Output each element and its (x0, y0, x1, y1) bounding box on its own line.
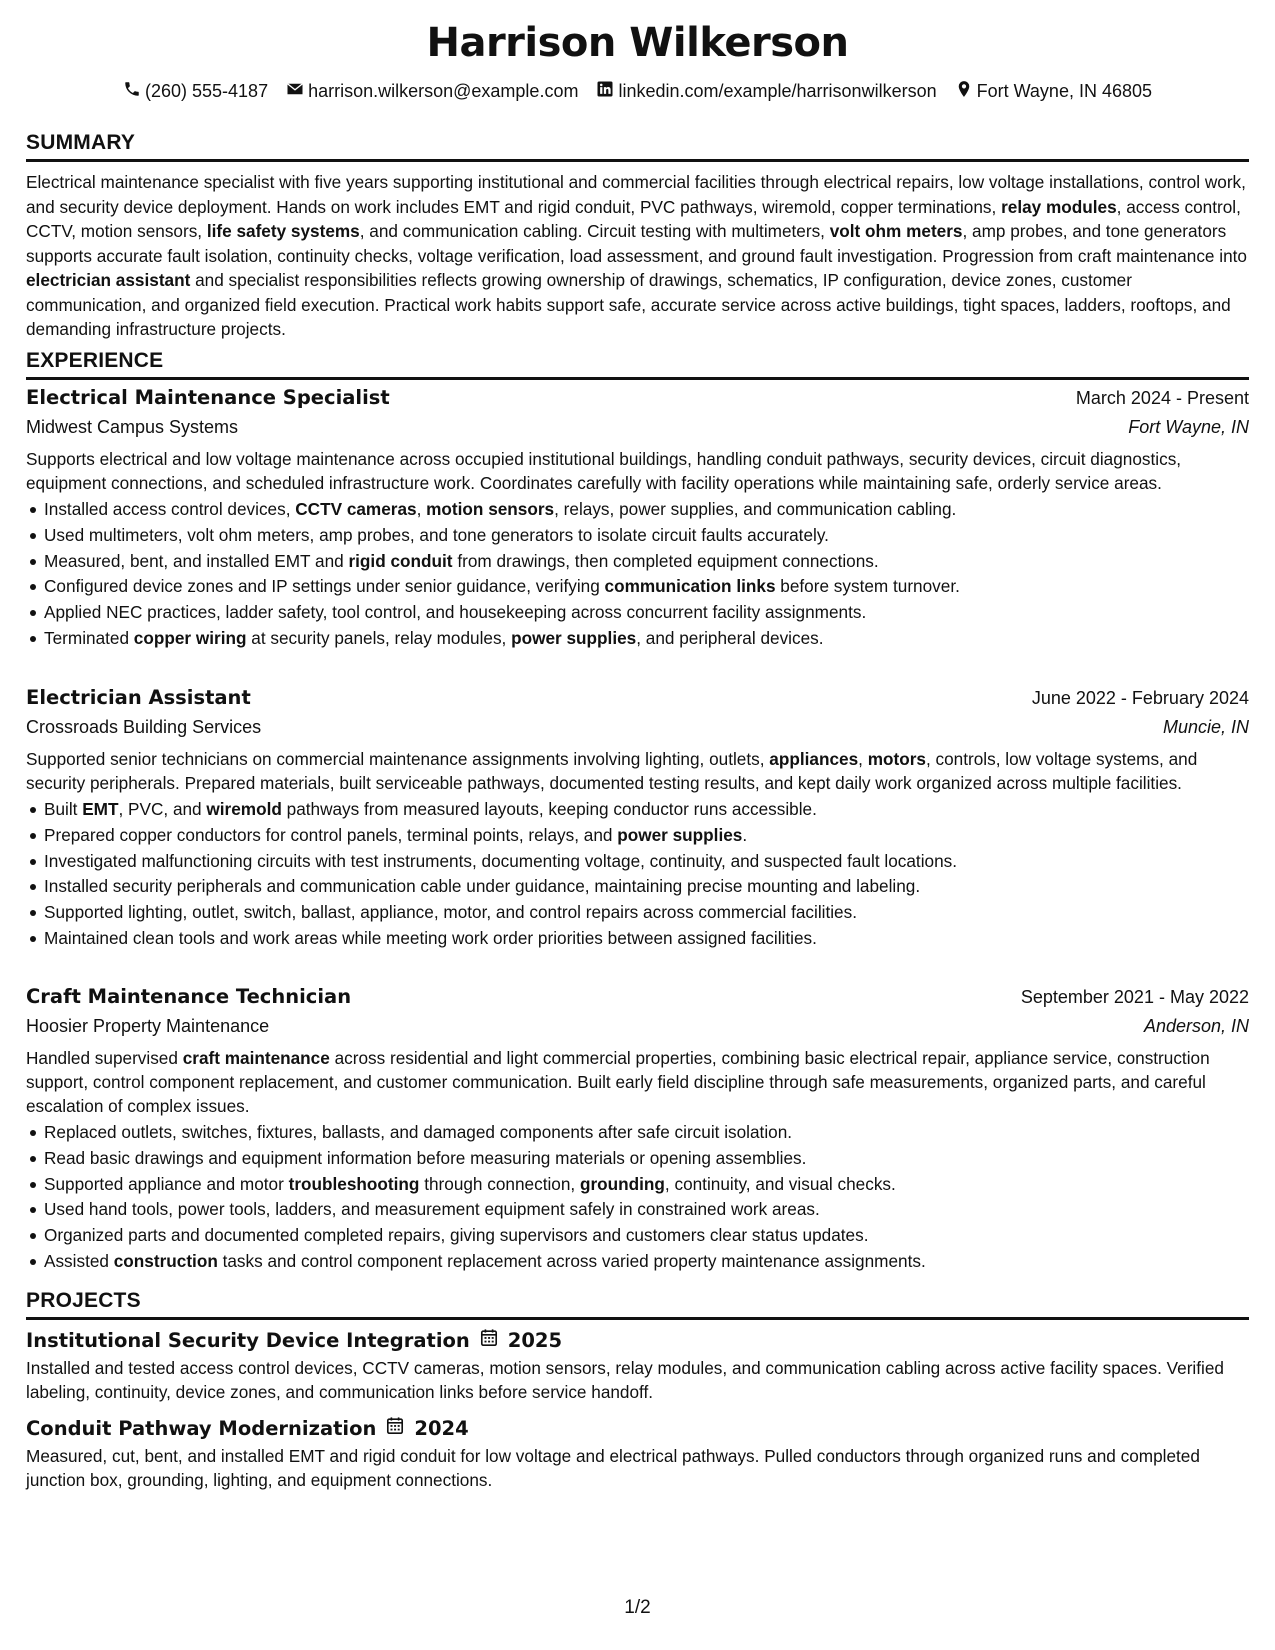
section-title-summary: SUMMARY (26, 131, 1249, 162)
map-pin-icon (955, 80, 973, 103)
calendar-icon (480, 1328, 498, 1352)
bullet-item (26, 600, 1249, 626)
job-title: Electrical Maintenance Specialist (26, 386, 390, 409)
text-run: Organized parts and documented completed repairs, giving supervisors and customers clear status updates. (44, 1225, 869, 1246)
job-description (26, 1046, 1249, 1118)
text-run: Replaced outlets, switches, fixtures, ballasts, and damaged components after safe circuit isolation. (44, 1122, 793, 1142)
summary-section (26, 131, 1249, 342)
bullet-item (26, 1197, 1249, 1223)
text-run: Handled supervised (26, 1048, 183, 1068)
bullet-item (26, 874, 1249, 900)
bold-keyword: CCTV cameras (295, 499, 417, 519)
bullet-item (26, 626, 1249, 652)
bold-keyword: motors (867, 749, 926, 769)
text-run: Maintained clean tools and work areas while meeting work order priorities between assigned facilities. (44, 927, 817, 948)
project-entry (26, 1328, 1249, 1404)
bold-keyword: rigid conduit (348, 550, 453, 571)
text-run: Prepared copper conductors for control panels, terminal points, relays, and (44, 824, 618, 845)
contact-bar (26, 80, 1249, 103)
bullet-item (26, 549, 1249, 575)
bold-keyword: grounding (579, 1173, 665, 1194)
location-text: Fort Wayne, IN 46805 (976, 81, 1153, 101)
job-location: Fort Wayne, IN (1128, 417, 1249, 437)
bold-keyword: electrician assistant (26, 270, 191, 290)
company-name: Midwest Campus Systems (26, 417, 239, 437)
linkedin-icon (596, 80, 614, 103)
text-run: Electrical maintenance specialist with five years supporting institutional and commercial facilities through electrical repairs, low voltage installations, control work, and security device deployment. Hands on work includes EMT and rigid conduit, PVC pathways, wiremold, copper terminations, (26, 172, 1246, 217)
summary-text (26, 170, 1249, 342)
project-description: Installed and tested access control devices, CCTV cameras, motion sensors, relay modules, and communication cabling across active facility spaces. Verified labeling, continuity, device zones, and communication links before service handoff. (26, 1358, 1224, 1402)
text-run: Installed access control devices, (44, 499, 296, 519)
bullet-item (26, 497, 1249, 523)
job-bullets (26, 497, 1249, 652)
text-run: pathways from measured layouts, keeping conductor runs accessible. (281, 799, 817, 819)
bold-keyword: appliances (769, 749, 859, 769)
text-run: , amp probes, and tone generators supports accurate fault isolation, continuity checks, voltage verification, load assessment, and ground fault investigation. Progression from craft maintenance into (26, 221, 1247, 266)
project-entry (26, 1416, 1249, 1492)
bullet-item (26, 900, 1249, 926)
bold-keyword: communication links (604, 576, 776, 597)
job-bullets (26, 1120, 1249, 1275)
phone-text: (260) 555-4187 (144, 81, 269, 101)
project-title: Conduit Pathway Modernization (26, 1416, 377, 1440)
job-bullets (26, 797, 1249, 952)
text-run: Terminated (44, 627, 134, 648)
text-run: , access control, CCTV, motion sensors, (26, 196, 1241, 241)
section-title-projects: PROJECTS (26, 1289, 1249, 1320)
projects-section (26, 1289, 1249, 1320)
contact-linkedin[interactable] (596, 80, 936, 103)
job-entry (26, 386, 1249, 652)
company-name: Hoosier Property Maintenance (26, 1016, 270, 1036)
text-run: Used hand tools, power tools, ladders, and measurement equipment safely in constrained work areas. (44, 1199, 820, 1220)
experience-section (26, 349, 1249, 380)
bullet-item (26, 1249, 1249, 1275)
company-name: Crossroads Building Services (26, 717, 262, 737)
text-run: , continuity, and visual checks. (664, 1173, 896, 1194)
bullet-item (26, 823, 1249, 849)
job-dates: June 2022 - February 2024 (1031, 688, 1249, 708)
text-run: Read basic drawings and equipment information before measuring materials or opening assemblies. (44, 1147, 807, 1168)
text-run: Used multimeters, volt ohm meters, amp probes, and tone generators to isolate circuit faults accurately. (44, 524, 829, 545)
bold-keyword: construction (113, 1250, 218, 1271)
bullet-item (26, 574, 1249, 600)
candidate-name: Harrison Wilkerson (426, 20, 849, 66)
text-run: , relays, power supplies, and communication cabling. (554, 499, 957, 519)
contact-phone (123, 80, 268, 103)
job-location: Muncie, IN (1162, 717, 1249, 737)
job-entry (26, 686, 1249, 952)
bold-keyword: relay modules (1001, 196, 1117, 217)
bold-keyword: craft maintenance (182, 1048, 330, 1068)
text-run: Applied NEC practices, ladder safety, tool control, and housekeeping across concurrent facility assignments. (44, 602, 867, 623)
job-description (26, 747, 1249, 795)
calendar-icon (386, 1416, 404, 1440)
text-run: Built (44, 799, 83, 819)
text-run: and specialist responsibilities reflects growing ownership of drawings, schematics, IP configuration, device zones, customer communication, and organized field execution. Practical work habits support safe, accurate service across active buildings, tight spaces, ladders, rooftops, and demanding infrastructure projects. (26, 270, 1231, 339)
email-link[interactable]: harrison.wilkerson@example.com (308, 81, 579, 101)
resume-page (26, 0, 1249, 1650)
text-run: at security panels, relay modules, (246, 627, 512, 648)
text-run: , (416, 499, 427, 519)
bold-keyword: power supplies (511, 627, 637, 648)
bold-keyword: life safety systems (206, 221, 360, 241)
project-year: 2025 (507, 1328, 563, 1352)
text-run: Measured, bent, and installed EMT and (44, 550, 349, 571)
text-run: , and communication cabling. Circuit testing with multimeters, (359, 221, 830, 241)
text-run: , PVC, and (118, 799, 207, 819)
bullet-item (26, 849, 1249, 875)
bullet-item (26, 1223, 1249, 1249)
phone-icon (123, 80, 141, 103)
bold-keyword: troubleshooting (288, 1173, 420, 1194)
text-run: , controls, low voltage systems, and security peripherals. Prepared materials, built serviceable pathways, documented testing results, and kept daily work organized across multiple facilities. (26, 749, 1198, 793)
bold-keyword: volt ohm meters (829, 221, 963, 241)
job-dates: March 2024 - Present (1075, 388, 1249, 408)
job-description (26, 447, 1249, 495)
job-title: Craft Maintenance Technician (26, 985, 352, 1008)
bold-keyword: EMT (82, 799, 119, 819)
text-run: Supported appliance and motor (44, 1173, 289, 1194)
text-run: tasks and control component replacement across varied property maintenance assignments. (217, 1250, 926, 1271)
text-run: . (742, 824, 748, 845)
contact-location (955, 80, 1152, 103)
bold-keyword: copper wiring (133, 627, 247, 648)
text-run: Configured device zones and IP settings under senior guidance, verifying (44, 576, 605, 597)
text-run: Supported senior technicians on commercial maintenance assignments involving lighting, outlets, (26, 749, 770, 769)
bullet-item (26, 1172, 1249, 1198)
bold-keyword: motion sensors (426, 499, 555, 519)
text-run: , and peripheral devices. (636, 627, 824, 648)
text-run: through connection, (419, 1173, 580, 1194)
text-run: Investigated malfunctioning circuits with test instruments, documenting voltage, continuity, and suspected fault locations. (44, 850, 958, 871)
bullet-item (26, 797, 1249, 823)
text-run: from drawings, then completed equipment connections. (452, 550, 879, 571)
bullet-item (26, 1146, 1249, 1172)
page-number: 1/2 (624, 1597, 651, 1618)
job-dates: September 2021 - May 2022 (1020, 987, 1249, 1007)
envelope-icon (286, 80, 304, 103)
job-entry (26, 985, 1249, 1275)
section-title-experience: EXPERIENCE (26, 349, 1249, 380)
bullet-item (26, 523, 1249, 549)
text-run: Assisted (44, 1250, 114, 1271)
text-run: across residential and light commercial properties, combining basic electrical repair, appliance service, construction support, control component replacement, and customer communication. Built early field discipline through safe measurements, organized parts, and careful escalation of complex issues. (26, 1048, 1210, 1116)
project-year: 2024 (414, 1416, 469, 1440)
bold-keyword: power supplies (617, 824, 743, 845)
bold-keyword: wiremold (206, 799, 282, 819)
bullet-item (26, 1120, 1249, 1146)
contact-email[interactable] (286, 80, 578, 103)
text-run: Supports electrical and low voltage maintenance across occupied institutional buildings, handling conduit pathways, security devices, circuit diagnostics, equipment connections, and scheduled infrastructure work. Coordinates carefully with facility operations while maintaining safe, orderly service areas. (26, 449, 1182, 493)
project-description: Measured, cut, bent, and installed EMT and rigid conduit for low voltage and electrical pathways. Pulled conductors through organized runs and completed junction box, grounding, lighting, and equipment connections. (26, 1446, 1200, 1490)
text-run: before system turnover. (775, 576, 960, 597)
text-run: Supported lighting, outlet, switch, ballast, appliance, motor, and control repairs across commercial facilities. (44, 902, 857, 923)
project-title: Institutional Security Device Integration (26, 1328, 470, 1352)
linkedin-link[interactable]: linkedin.com/example/harrisonwilkerson (618, 81, 937, 101)
text-run: Installed security peripherals and communication cable under guidance, maintaining precise mounting and labeling. (44, 876, 921, 897)
bullet-item (26, 926, 1249, 952)
job-title: Electrician Assistant (26, 686, 251, 709)
text-run: , (858, 749, 868, 769)
job-location: Anderson, IN (1143, 1016, 1249, 1036)
